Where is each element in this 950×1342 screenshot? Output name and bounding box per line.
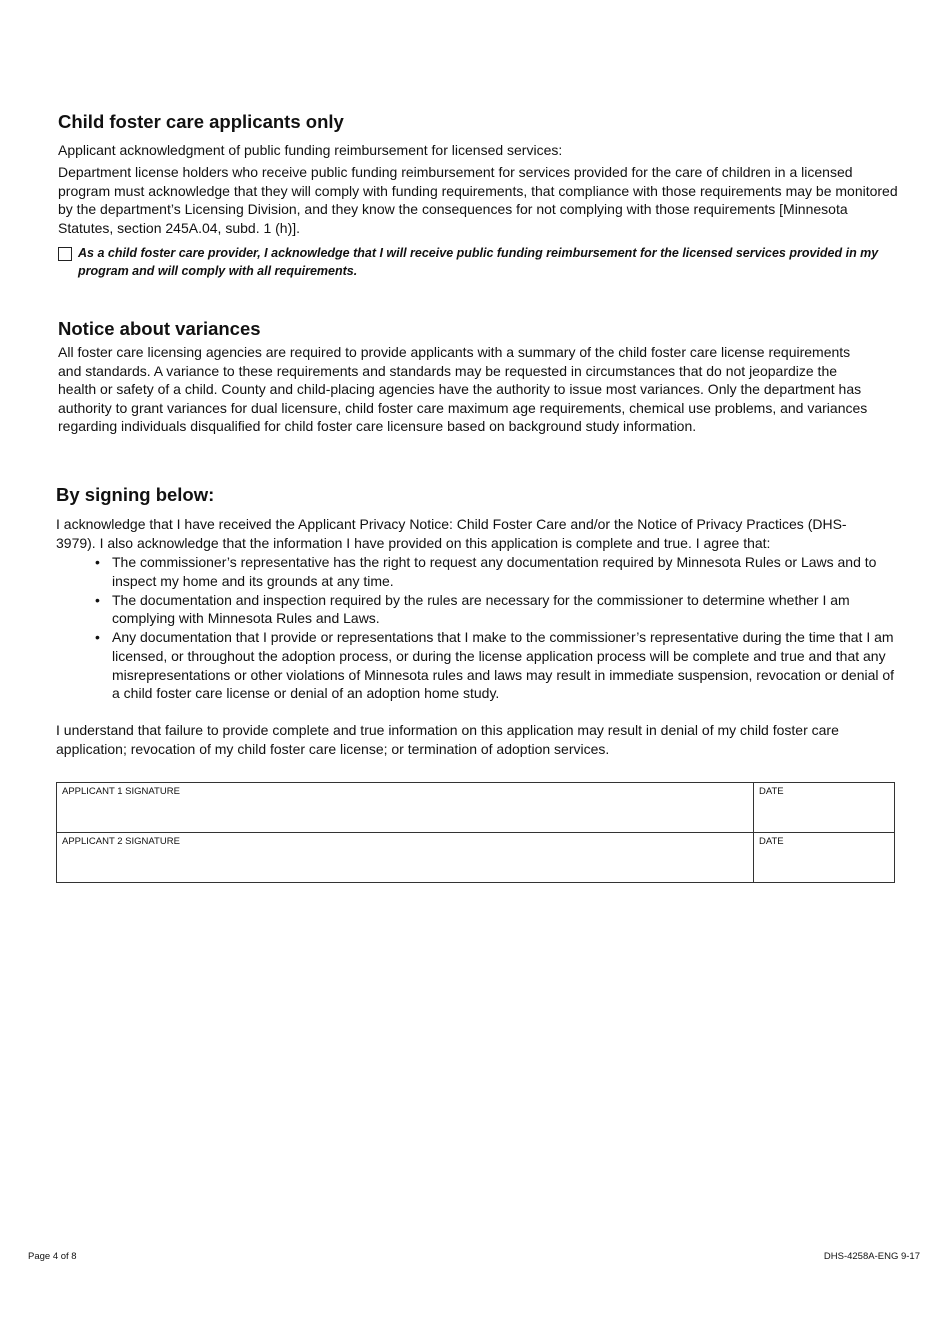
- acknowledgment-checkbox-label: As a child foster care provider, I acknowledge that I will receive public funding reimbursement for the licensed services provided in my program and will comply with all requirements.: [78, 246, 879, 278]
- signature-table: [56, 782, 895, 883]
- agreement-item: [95, 628, 897, 702]
- section-heading-foster-applicants: Child foster care applicants only: [58, 111, 344, 132]
- bullet-icon: •: [95, 629, 100, 646]
- applicant2-date-field[interactable]: [754, 833, 895, 883]
- applicant1-signature-label: APPLICANT 1 SIGNATURE: [62, 786, 180, 797]
- signing-closing: I understand that failure to provide complete and true information on this application may result in denial of my child foster care application; revocation of my child foster care license; or termination of adoption services.: [56, 722, 839, 757]
- agreement-text: Any documentation that I provide or representations that I make to the commissioner’s representative during the time that I am licensed, or throughout the adoption process, or during the license application process will be complete and true and that any misrepresentations or other violations of Minnesota rules and laws may result in immediate suspension, revocation or denial of a child foster care license or denial of an adoption home study.: [112, 629, 895, 702]
- applicant2-signature-field[interactable]: [57, 833, 754, 883]
- reimbursement-subheading: Applicant acknowledgment of public funding reimbursement for licensed services:: [58, 142, 563, 158]
- form-id: DHS-4258A-ENG 9-17: [823, 1251, 920, 1262]
- agreement-list: [95, 553, 897, 703]
- signing-intro: I acknowledge that I have received the Applicant Privacy Notice: Child Foster Care and/or the Notice of Privacy Practices (DHS-3979). I also acknowledge that the information I have provided on this application is complete and true. I agree that:: [56, 516, 847, 551]
- section-heading-variances: Notice about variances: [58, 318, 261, 339]
- section-heading-signing: By signing below:: [56, 484, 215, 505]
- date-label: DATE: [759, 786, 784, 797]
- applicant1-signature-field[interactable]: [57, 783, 754, 833]
- applicant2-signature-label: APPLICANT 2 SIGNATURE: [62, 836, 180, 847]
- date-label: DATE: [759, 836, 784, 847]
- variances-body: All foster care licensing agencies are required to provide applicants with a summary of the child foster care license requirements and standards. A variance to these requirements and standards may be requested in circumstances that do not jeopardize the health or safety of a child. County and child-placing agencies have the authority to issue most variances. Only the department has authority to grant variances for dual licensure, child foster care maximum age requirements, chemical use problems, and variances regarding individuals disqualified for child foster care licensure based on background study information.: [58, 344, 868, 435]
- agreement-item: [95, 591, 897, 628]
- applicant1-date-field[interactable]: [754, 783, 895, 833]
- bullet-icon: •: [95, 591, 100, 608]
- bullet-icon: •: [95, 554, 100, 570]
- acknowledgment-checkbox[interactable]: [58, 247, 72, 261]
- agreement-text: The documentation and inspection required by the rules are necessary for the commissioner to determine whether I am complying with Minnesota Rules and Laws.: [112, 591, 850, 627]
- page-number: Page 4 of 8: [28, 1251, 77, 1262]
- reimbursement-body: Department license holders who receive public funding reimbursement for services provided for the care of children in a licensed program must acknowledge that they will comply with funding requirements, that compliance with those requirements may be monitored by the department’s Licensing Division, and they know the consequences for not complying with those requirements [Minnesota Statutes, section 245A.04, subd. 1 (h)].: [58, 164, 898, 236]
- agreement-item: [95, 553, 897, 590]
- agreement-text: The commissioner’s representative has the right to request any documentation required by Minnesota Rules or Laws and to inspect my home and its grounds at any time.: [112, 554, 877, 589]
